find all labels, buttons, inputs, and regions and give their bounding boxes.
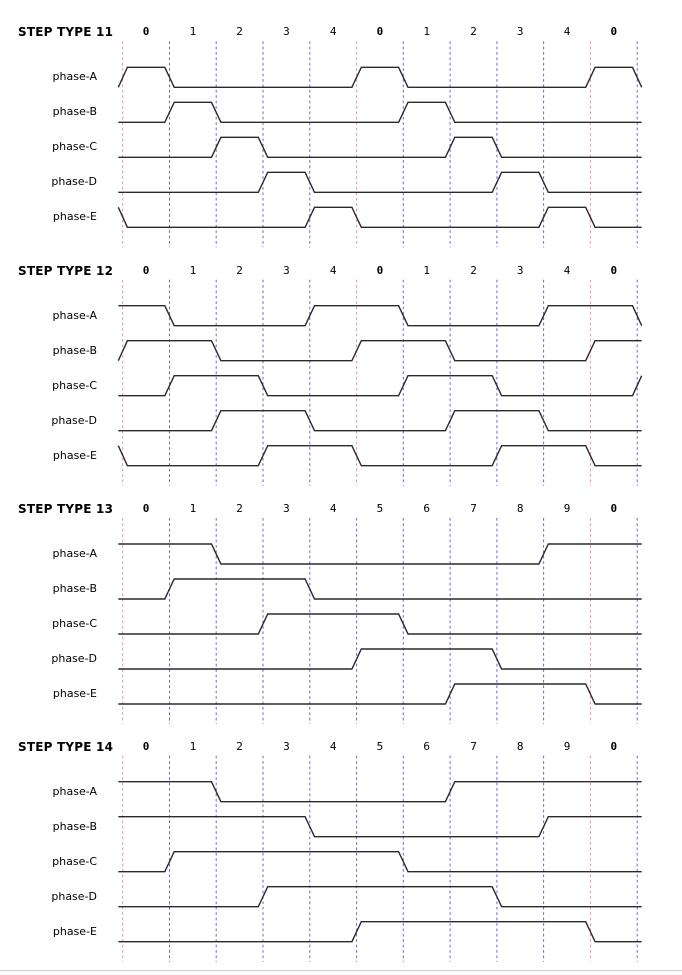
step-number-label: 2 <box>470 263 477 277</box>
step-number-label: 8 <box>516 739 524 753</box>
step-number-label: 4 <box>329 502 337 515</box>
waveform-phase-D <box>118 887 641 907</box>
phase-label-phase-C: phase-C <box>52 854 97 868</box>
waveform-phase-D <box>118 649 641 669</box>
step-number-label: 3 <box>516 263 524 277</box>
phase-label-phase-E: phase-E <box>52 448 97 462</box>
step-number-label: 4 <box>563 263 571 277</box>
phase-label-phase-A: phase-A <box>52 784 97 798</box>
step-number-label: 2 <box>236 502 243 515</box>
phase-label-phase-D: phase-D <box>51 889 97 903</box>
phase-label-phase-B: phase-B <box>52 105 97 119</box>
step-number-label: 0 <box>142 25 150 39</box>
waveform-phase-C <box>118 852 641 872</box>
step-number-label: 4 <box>563 25 571 39</box>
step-number-label: 0 <box>610 263 618 277</box>
step-number-label: 7 <box>470 502 477 515</box>
step-number-label: 1 <box>189 25 197 39</box>
waveform-phase-D <box>118 411 641 431</box>
step-number-label: 0 <box>376 263 384 277</box>
waveform-phase-B <box>118 341 641 361</box>
phase-label-phase-E: phase-E <box>52 687 97 700</box>
step-number-label: 1 <box>423 263 430 277</box>
step-number-label: 5 <box>376 502 384 515</box>
waveform-phase-E <box>118 684 641 704</box>
phase-label-phase-C: phase-C <box>52 378 97 392</box>
step-number-label: 3 <box>283 263 290 277</box>
grid-step-type-12 <box>123 280 638 486</box>
step-number-label: 0 <box>610 25 618 39</box>
waveform-phase-C <box>118 376 641 396</box>
step-number-label: 6 <box>423 739 430 753</box>
phase-label-phase-E: phase-E <box>52 924 97 938</box>
step-number-label: 3 <box>283 739 290 753</box>
step-type-14-title: STEP TYPE 14 <box>18 739 114 754</box>
phase-label-phase-D: phase-D <box>51 175 97 189</box>
phase-label-phase-B: phase-B <box>52 582 97 595</box>
phase-label-phase-B: phase-B <box>52 343 97 357</box>
step-number-label: 0 <box>142 502 150 515</box>
grid-step-type-13 <box>123 518 638 724</box>
waveform-phase-A <box>118 782 641 802</box>
step-number-label: 2 <box>236 739 243 753</box>
grid-step-type-11 <box>123 41 638 247</box>
step-number-label: 5 <box>376 739 384 753</box>
waveform-phase-E <box>118 446 641 466</box>
waveform-phase-E <box>118 922 641 942</box>
step-number-label: 3 <box>283 25 290 39</box>
waveform-phase-A <box>118 306 641 326</box>
phase-label-phase-A: phase-A <box>52 70 97 84</box>
waveform-phase-A <box>118 67 641 87</box>
step-number-label: 7 <box>470 739 477 753</box>
grid-step-type-14 <box>123 756 638 962</box>
waveform-phase-A <box>118 544 641 564</box>
step-number-label: 2 <box>236 25 243 39</box>
step-type-13-title: STEP TYPE 13 <box>18 502 114 516</box>
step-type-12-title: STEP TYPE 12 <box>18 263 114 278</box>
step-number-label: 1 <box>189 739 197 753</box>
step-number-label: 4 <box>329 25 337 39</box>
waveform-phase-C <box>118 614 641 634</box>
step-number-label: 8 <box>516 502 524 515</box>
step-number-label: 1 <box>189 263 197 277</box>
step-number-label: 1 <box>423 25 430 39</box>
step-number-label: 3 <box>283 502 290 515</box>
phase-label-phase-E: phase-E <box>52 210 97 224</box>
phase-label-phase-C: phase-C <box>52 140 97 154</box>
waveform-phase-B <box>118 102 641 122</box>
phase-label-phase-B: phase-B <box>52 819 97 833</box>
step-number-label: 0 <box>376 25 384 39</box>
step-number-label: 9 <box>563 739 571 753</box>
step-number-label: 1 <box>189 502 197 515</box>
phase-label-phase-C: phase-C <box>52 617 97 630</box>
waveform-phase-B <box>118 817 641 837</box>
step-number-label: 0 <box>142 739 150 753</box>
phase-label-phase-A: phase-A <box>52 308 97 322</box>
step-number-label: 2 <box>236 263 243 277</box>
page-bottom-margin <box>0 971 682 975</box>
step-number-label: 6 <box>423 502 430 515</box>
step-number-label: 0 <box>142 263 150 277</box>
step-number-label: 4 <box>329 739 337 753</box>
waveform-phase-D <box>118 172 641 192</box>
phase-label-phase-D: phase-D <box>51 652 97 665</box>
waveform-phase-B <box>118 579 641 599</box>
step-number-label: 3 <box>516 25 524 39</box>
waveform-phase-E <box>118 207 641 227</box>
step-number-label: 0 <box>610 502 618 515</box>
step-number-label: 2 <box>470 25 477 39</box>
step-number-label: 0 <box>610 739 618 753</box>
phase-label-phase-A: phase-A <box>52 547 97 560</box>
step-number-label: 4 <box>329 263 337 277</box>
step-type-11-title: STEP TYPE 11 <box>18 25 114 40</box>
phase-label-phase-D: phase-D <box>51 413 97 427</box>
waveform-phase-C <box>118 137 641 157</box>
step-number-label: 9 <box>563 502 571 515</box>
